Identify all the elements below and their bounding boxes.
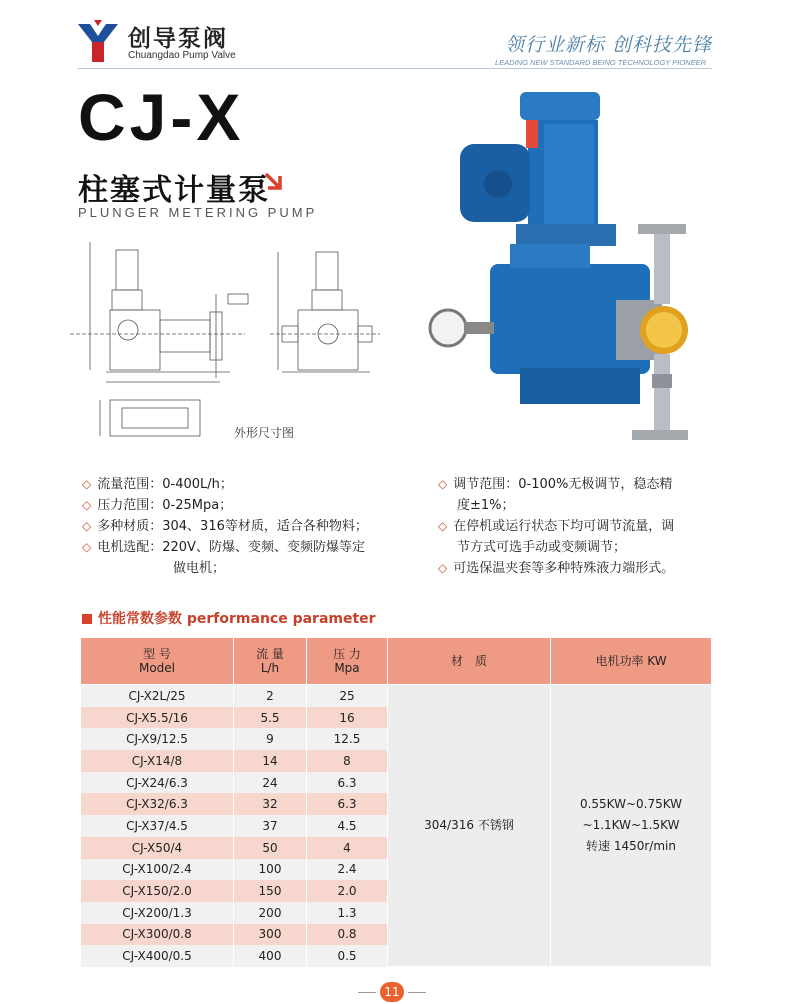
spec-item: ◇ 电机选配：220V、防爆、变频、变频防爆等定 bbox=[82, 540, 365, 555]
cell-flow: 14 bbox=[234, 750, 307, 772]
diamond-icon: ◇ bbox=[82, 498, 92, 512]
diamond-icon: ◇ bbox=[438, 561, 448, 575]
brand-name-cn: 创导泵阀 bbox=[128, 26, 228, 52]
cell-flow: 300 bbox=[234, 924, 307, 946]
spec-item-continued: 节方式可选手动或变频调节； bbox=[457, 540, 627, 555]
slogan: 领行业新标 创科技先锋 bbox=[504, 34, 712, 56]
cell-model: CJ-X400/0.5 bbox=[81, 945, 234, 967]
power-line: 转速 1450r/min bbox=[586, 839, 676, 854]
cell-pressure: 2.0 bbox=[307, 880, 388, 902]
col-pressure: 压 力 Mpa bbox=[307, 638, 388, 685]
cell-model: CJ-X50/4 bbox=[81, 837, 234, 859]
cell-model: CJ-X14/8 bbox=[81, 750, 234, 772]
diamond-icon: ◇ bbox=[438, 477, 448, 491]
page-number: 11 bbox=[380, 982, 404, 1002]
cell-flow: 200 bbox=[234, 902, 307, 924]
dimension-drawing bbox=[70, 232, 380, 447]
cell-flow: 150 bbox=[234, 880, 307, 902]
cell-model: CJ-X32/6.3 bbox=[81, 793, 234, 815]
cell-flow: 9 bbox=[234, 728, 307, 750]
cell-model: CJ-X5.5/16 bbox=[81, 707, 234, 729]
spec-item-continued: 做电机； bbox=[173, 561, 226, 576]
section-title: 性能常数参数 performance parameter bbox=[82, 608, 376, 628]
cell-pressure: 16 bbox=[307, 707, 388, 729]
cell-pressure: 4.5 bbox=[307, 815, 388, 837]
cell-flow: 50 bbox=[234, 837, 307, 859]
cell-pressure: 6.3 bbox=[307, 772, 388, 794]
spec-item: ◇ 多种材质：304、316等材质，适合各种物料； bbox=[82, 519, 368, 534]
cell-model: CJ-X200/1.3 bbox=[81, 902, 234, 924]
cell-model: CJ-X300/0.8 bbox=[81, 924, 234, 946]
cell-flow: 400 bbox=[234, 945, 307, 967]
spec-item-continued: 度±1%； bbox=[457, 498, 515, 513]
power-line: ~1.1KW~1.5KW bbox=[582, 818, 680, 833]
cell-flow: 5.5 bbox=[234, 707, 307, 729]
square-bullet-icon bbox=[82, 614, 92, 624]
spec-item: ◇ 可选保温夹套等多种特殊液力端形式。 bbox=[438, 561, 675, 576]
arrow-down-right-icon bbox=[262, 170, 286, 194]
page-line-left bbox=[358, 992, 376, 993]
product-name-cn: 柱塞式计量泵 bbox=[78, 173, 270, 208]
power-line: 0.55KW~0.75KW bbox=[579, 797, 683, 812]
diamond-icon: ◇ bbox=[438, 519, 448, 533]
cell-flow: 2 bbox=[234, 685, 307, 707]
col-power: 电机功率 KW bbox=[551, 638, 712, 685]
performance-table bbox=[80, 637, 712, 967]
cell-flow: 24 bbox=[234, 772, 307, 794]
spec-item: ◇ 在停机或运行状态下均可调节流量，调 bbox=[438, 519, 675, 534]
header-divider bbox=[78, 68, 712, 69]
pump-product-image bbox=[420, 84, 720, 444]
cell-model: CJ-X150/2.0 bbox=[81, 880, 234, 902]
cell-flow: 32 bbox=[234, 793, 307, 815]
slogan-en: LEADING NEW STANDARD BEING TECHNOLOGY PIONEER bbox=[494, 58, 706, 67]
brand-name-en: Chuangdao Pump Valve bbox=[128, 50, 236, 61]
spec-list-right bbox=[438, 474, 708, 579]
cell-model: CJ-X24/6.3 bbox=[81, 772, 234, 794]
diamond-icon: ◇ bbox=[82, 477, 92, 491]
diamond-icon: ◇ bbox=[82, 519, 92, 533]
product-model-title: CJ-X bbox=[78, 80, 245, 154]
brand-logo bbox=[78, 18, 118, 62]
cell-flow: 37 bbox=[234, 815, 307, 837]
product-name-en: PLUNGER METERING PUMP bbox=[78, 205, 318, 220]
cell-pressure: 8 bbox=[307, 750, 388, 772]
cell-pressure: 0.5 bbox=[307, 945, 388, 967]
page-line-right bbox=[408, 992, 426, 993]
cell-material: 304/316 不锈钢 bbox=[388, 685, 551, 967]
spec-item: ◇ 调节范围：0-100%无极调节，稳态精 bbox=[438, 477, 673, 492]
col-material: 材 质 bbox=[388, 638, 551, 685]
spec-list-left bbox=[82, 474, 412, 579]
col-flow: 流 量 L/h bbox=[234, 638, 307, 685]
cell-power bbox=[551, 685, 712, 967]
cell-model: CJ-X100/2.4 bbox=[81, 859, 234, 881]
cell-flow: 100 bbox=[234, 859, 307, 881]
col-model: 型 号 Model bbox=[81, 638, 234, 685]
drawing-caption: 外形尺寸图 bbox=[234, 426, 295, 440]
cell-model: CJ-X37/4.5 bbox=[81, 815, 234, 837]
spec-item: ◇ 流量范围：0-400L/h； bbox=[82, 477, 233, 492]
cell-pressure: 1.3 bbox=[307, 902, 388, 924]
cell-model: CJ-X2L/25 bbox=[81, 685, 234, 707]
cell-pressure: 6.3 bbox=[307, 793, 388, 815]
diamond-icon: ◇ bbox=[82, 540, 92, 554]
spec-item: ◇ 压力范围：0-25Mpa； bbox=[82, 498, 233, 513]
cell-pressure: 2.4 bbox=[307, 859, 388, 881]
cell-pressure: 25 bbox=[307, 685, 388, 707]
table-row bbox=[81, 685, 712, 707]
cell-model: CJ-X9/12.5 bbox=[81, 728, 234, 750]
cell-pressure: 12.5 bbox=[307, 728, 388, 750]
cell-pressure: 4 bbox=[307, 837, 388, 859]
cell-pressure: 0.8 bbox=[307, 924, 388, 946]
